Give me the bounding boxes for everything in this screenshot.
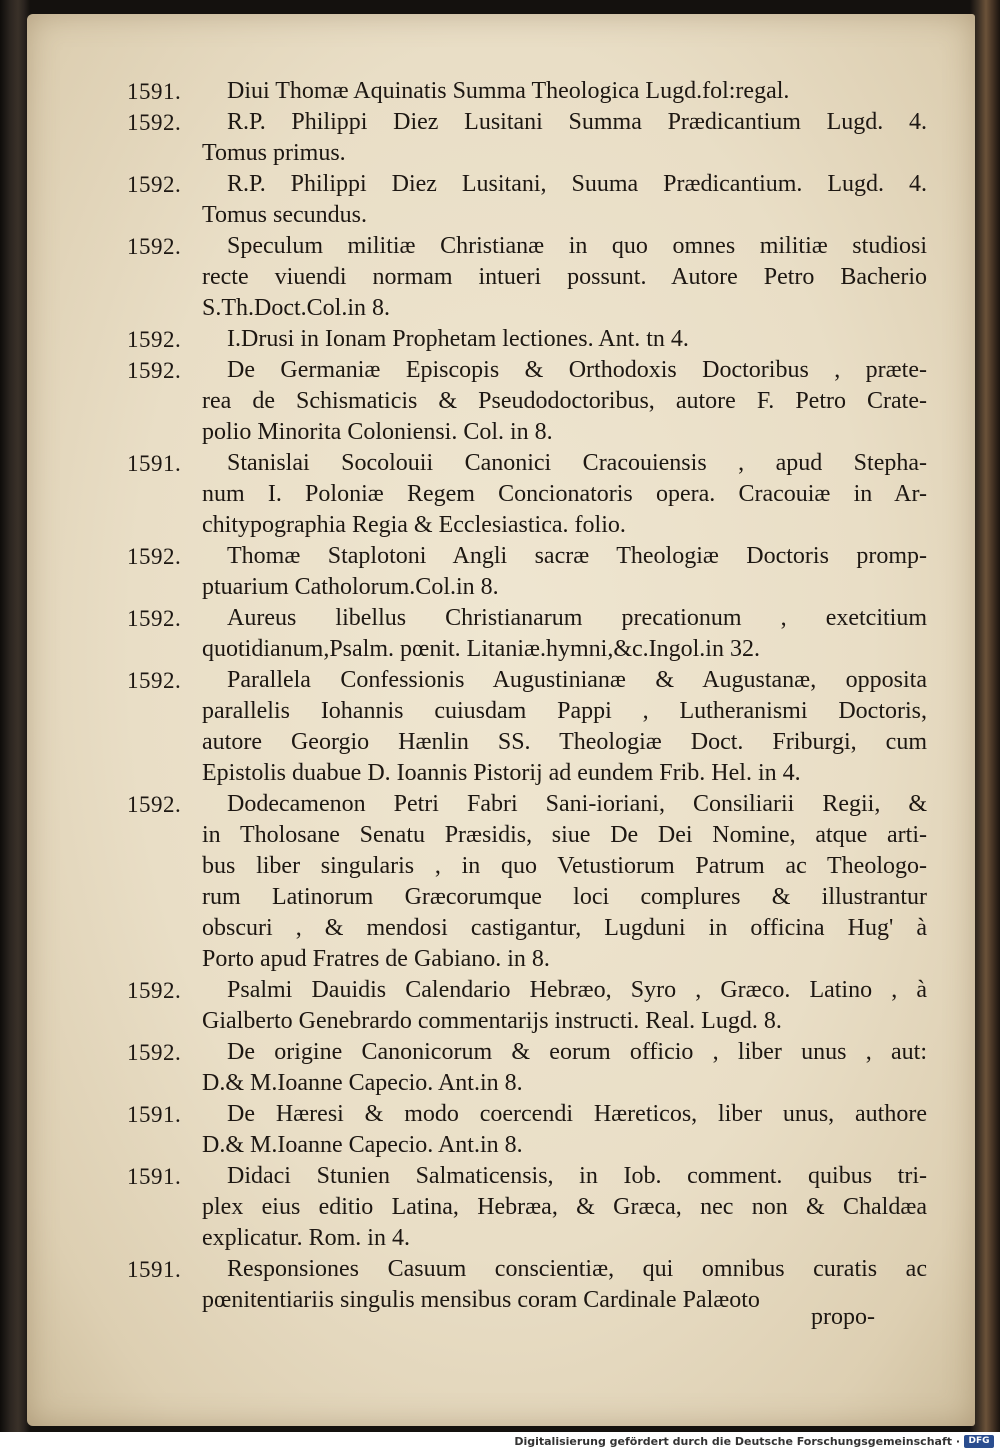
entry-line [127, 1006, 927, 1037]
catalog-entries [127, 76, 927, 1316]
entry-line [127, 882, 927, 913]
entry-text: Didaci Stunien Salmaticensis, in Iob. comment. quibus tri- [227, 1163, 927, 1189]
entry-text: in Tholosane Senatu Præsidis, siue De Dei Nomine, atque arti- [202, 822, 927, 848]
entry-line [127, 944, 927, 975]
entry-line [127, 169, 927, 200]
entry-text: plex eius editio Latina, Hebræa, & Græca, nec non & Chaldæa [202, 1194, 927, 1220]
entry-text: rea de Schismaticis & Pseudodoctoribus, autore F. Petro Crate- [202, 388, 927, 414]
entry-line [127, 758, 927, 789]
dfg-logo: DFG [964, 1435, 994, 1448]
entry-line [127, 603, 927, 634]
entry-line [127, 1223, 927, 1254]
entry-text: Diui Thomæ Aquinatis Summa Theologica Lugd.fol:regal. [227, 78, 790, 104]
entry-text: De Hæresi & modo coercendi Hæreticos, liber unus, authore [227, 1101, 927, 1127]
entry-text: Psalmi Dauidis Calendario Hebræo, Syro , Græco. Latino , à [227, 977, 927, 1003]
entry-line [127, 541, 927, 572]
entry-line [127, 665, 927, 696]
entry-line [127, 107, 927, 138]
entry-line [127, 634, 927, 665]
entry-line [127, 975, 927, 1006]
entry-year: 1591. [127, 1164, 182, 1189]
entry-text: Gialberto Genebrardo commentarijs instructi. Real. Lugd. 8. [202, 1008, 782, 1034]
entry-line [127, 510, 927, 541]
entry-line [127, 820, 927, 851]
entry-text: Tomus secundus. [202, 202, 367, 228]
entry-line [127, 727, 927, 758]
entry-year: 1592. [127, 358, 182, 383]
entry-line [127, 913, 927, 944]
entry-text: explicatur. Rom. in 4. [202, 1225, 410, 1251]
entry-line [127, 138, 927, 169]
entry-line [127, 386, 927, 417]
entry-year: 1592. [127, 234, 182, 259]
entry-text: bus liber singularis , in quo Vetustiorum Patrum ac Theologo- [202, 853, 927, 879]
entry-text: Aureus libellus Christianarum precationum , exetcitium [227, 605, 927, 631]
entry-text: Parallela Confessionis Augustinianæ & Augustanæ, opposita [227, 667, 927, 693]
entry-text: Stanislai Socolouii Canonici Cracouiensis , apud Stepha- [227, 450, 927, 476]
entry-text: I.Drusi in Ionam Prophetam lectiones. Ant. tn 4. [227, 326, 689, 352]
entry-line [127, 448, 927, 479]
entry-text: quotidianum,Psalm. pœnit. Litaniæ.hymni,&c.Ingol.in 32. [202, 636, 760, 662]
entry-line [127, 696, 927, 727]
entry-line [127, 293, 927, 324]
entry-text: R.P. Philippi Diez Lusitani Summa Prædicantium Lugd. 4. [227, 109, 927, 135]
entry-year: 1592. [127, 792, 182, 817]
entry-year: 1592. [127, 978, 182, 1003]
entry-line [127, 262, 927, 293]
entry-line [127, 1037, 927, 1068]
entry-text: Epistolis duabue D. Ioannis Pistorij ad eundem Frib. Hel. in 4. [202, 760, 801, 786]
entry-line [127, 479, 927, 510]
digitization-footer [0, 1432, 1000, 1451]
entry-text: Speculum militiæ Christianæ in quo omnes militiæ studiosi [227, 233, 927, 259]
entry-text: recte viuendi normam intueri possunt. Autore Petro Bacherio [202, 264, 927, 290]
entry-text: De Germaniæ Episcopis & Orthodoxis Doctoribus , præte- [227, 357, 927, 383]
entry-text: Dodecamenon Petri Fabri Sani-ioriani, Consiliarii Regii, & [227, 791, 927, 817]
entry-line [127, 572, 927, 603]
entry-text: S.Th.Doct.Col.in 8. [202, 295, 391, 321]
entry-line [127, 76, 927, 107]
entry-text: obscuri , & mendosi castigantur, Lugduni in officina Hug' à [202, 915, 927, 941]
entry-line [127, 355, 927, 386]
entry-text: num I. Poloniæ Regem Concionatoris opera. Cracouiæ in Ar- [202, 481, 927, 507]
entry-text: De origine Canonicorum & eorum officio , liber unus , aut: [227, 1039, 927, 1065]
entry-line [127, 851, 927, 882]
entry-line [127, 1192, 927, 1223]
entry-line [127, 1161, 927, 1192]
entry-text: R.P. Philippi Diez Lusitani, Suuma Prædicantium. Lugd. 4. [227, 171, 927, 197]
entry-line [127, 200, 927, 231]
entry-year: 1592. [127, 1040, 182, 1065]
entry-text: ptuarium Catholorum.Col.in 8. [202, 574, 499, 600]
entry-text: polio Minorita Coloniensi. Col. in 8. [202, 419, 553, 445]
footer-credit: Digitalisierung gefördert durch die Deutsche Forschungsgemeinschaft · [514, 1435, 960, 1448]
book-page [27, 14, 975, 1426]
entry-year: 1591. [127, 79, 182, 104]
entry-year: 1592. [127, 668, 182, 693]
entry-year: 1592. [127, 172, 182, 197]
entry-text: autore Georgio Hænlin SS. Theologiæ Doct. Friburgi, cum [202, 729, 927, 755]
catchword: propo- [811, 1304, 875, 1330]
entry-line [127, 1099, 927, 1130]
entry-year: 1592. [127, 544, 182, 569]
entry-text: rum Latinorum Græcorumque loci complures & illustrantur [202, 884, 927, 910]
entry-line [127, 417, 927, 448]
entry-text: Responsiones Casuum conscientiæ, qui omnibus curatis ac [227, 1256, 927, 1282]
entry-text: pœnitentiariis singulis mensibus coram Cardinale Palæoto [202, 1287, 760, 1313]
entry-text: Porto apud Fratres de Gabiano. in 8. [202, 946, 550, 972]
entry-year: 1592. [127, 110, 182, 135]
entry-line [127, 231, 927, 262]
entry-line [127, 1254, 927, 1285]
entry-text: D.& M.Ioanne Capecio. Ant.in 8. [202, 1132, 523, 1158]
entry-line [127, 1285, 927, 1316]
entry-text: Tomus primus. [202, 140, 346, 166]
entry-text: parallelis Iohannis cuiusdam Pappi , Lutheranismi Doctoris, [202, 698, 927, 724]
entry-year: 1592. [127, 606, 182, 631]
entry-text: D.& M.Ioanne Capecio. Ant.in 8. [202, 1070, 523, 1096]
entry-year: 1591. [127, 1257, 182, 1282]
entry-line [127, 789, 927, 820]
entry-year: 1592. [127, 327, 182, 352]
entry-year: 1591. [127, 451, 182, 476]
entry-line [127, 1130, 927, 1161]
entry-year: 1591. [127, 1102, 182, 1127]
entry-line [127, 1068, 927, 1099]
entry-line [127, 324, 927, 355]
entry-text: chitypographia Regia & Ecclesiastica. folio. [202, 512, 626, 538]
entry-text: Thomæ Staplotoni Angli sacræ Theologiæ Doctoris promp- [227, 543, 927, 569]
